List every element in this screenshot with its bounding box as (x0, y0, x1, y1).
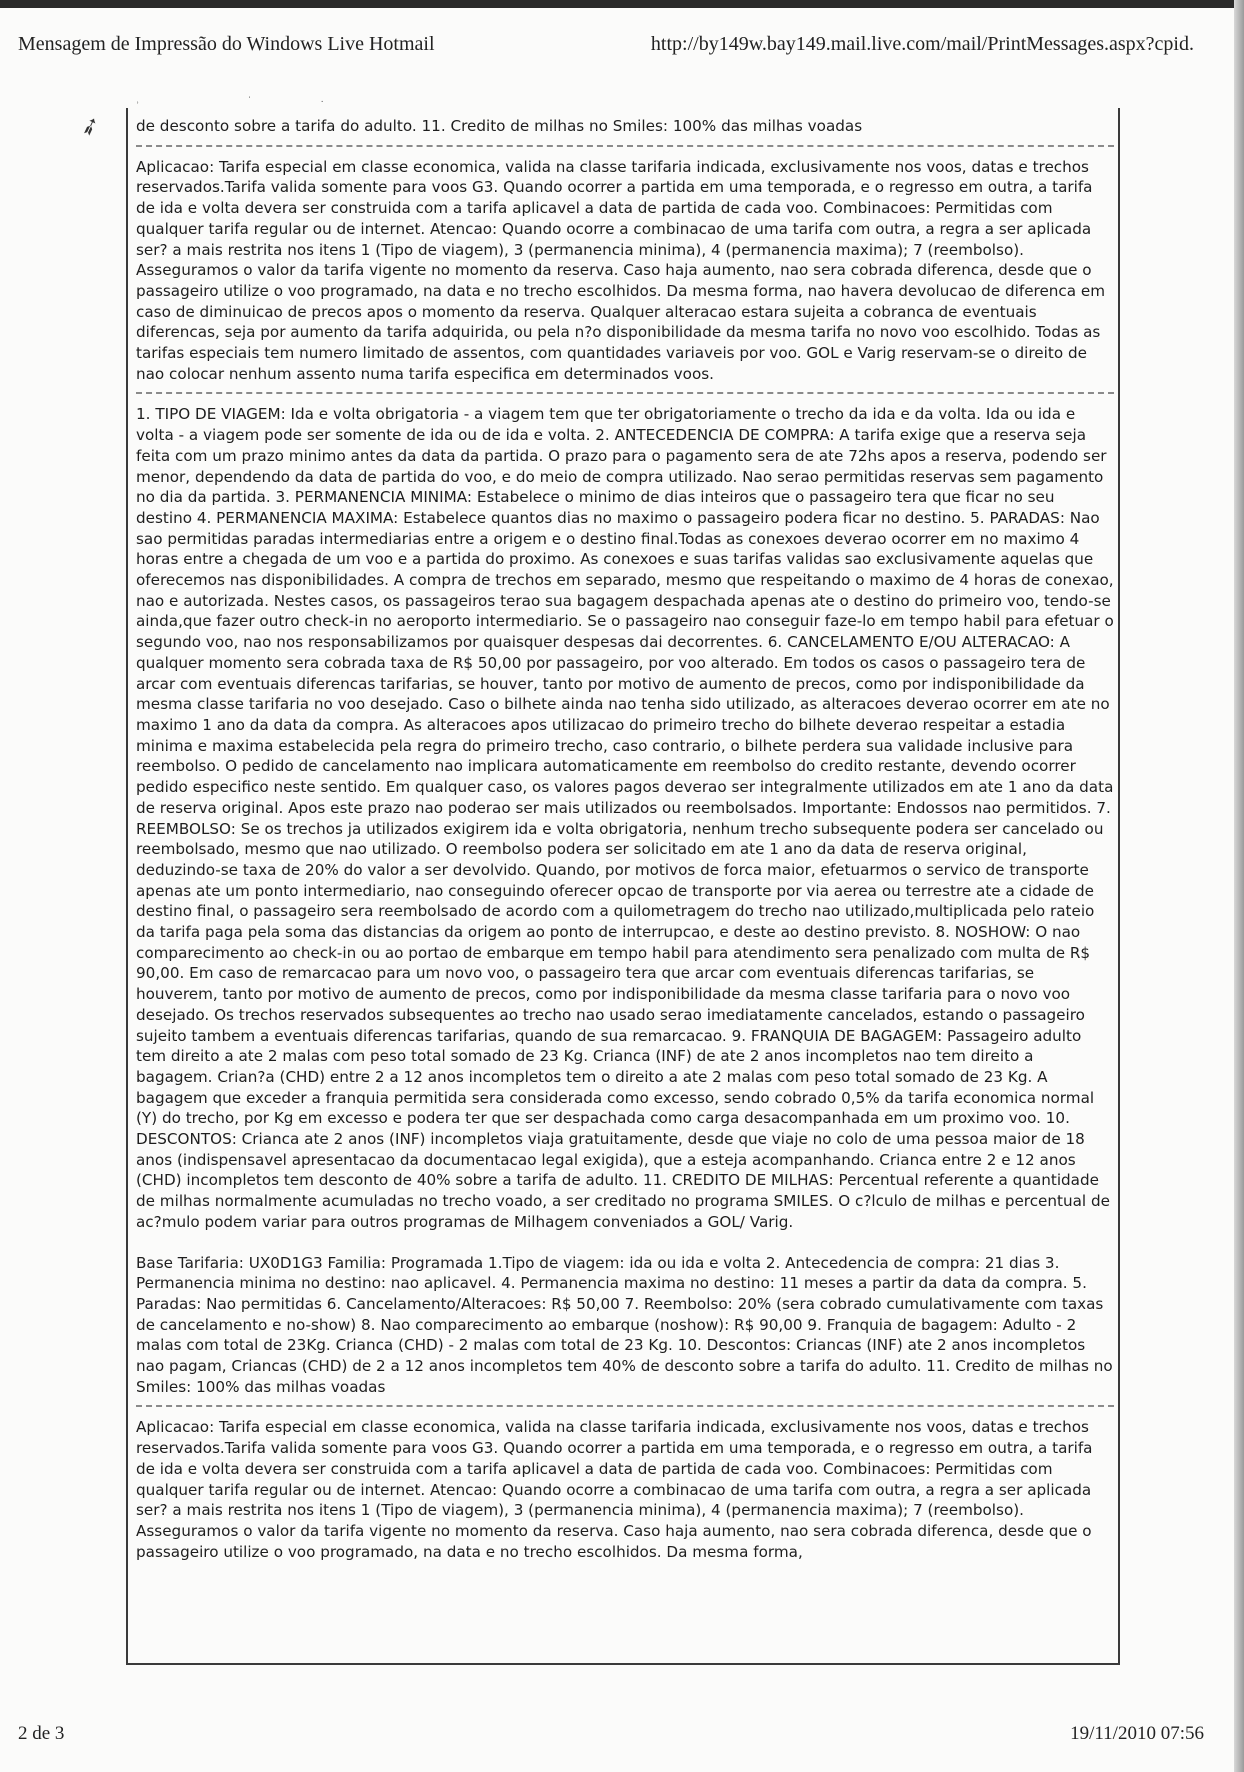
print-header-url: http://by149w.bay149.mail.live.com/mail/PrintMessages.aspx?cpid. (650, 33, 1194, 55)
scan-right-edge (1234, 0, 1244, 1772)
dashed-separator (136, 392, 1114, 394)
paragraph-gap (136, 1233, 1114, 1253)
aplicacao-paragraph-2: Aplicacao: Tarifa especial em classe economica, valida na classe tarifaria indicada, exclusivamente nos voos, datas e trechos reservados.Tarifa valida somente para voos G3. Quando ocorrer a partida em uma temporada, e o regresso em outra, a tarifa de ida e volta devera ser construida com a tarifa aplicavel a data de partida de cada voo. Combinacoes: Permitidas com qualquer tarifa regular ou de internet. Atencao: Quando ocorre a combinacao de uma tarifa com outra, a regra a ser aplicada ser? a mais restrita nos itens 1 (Tipo de viagem), 3 (permanencia minima), 4 (permanencia maxima); 7 (reembolso). Asseguramos o valor da tarifa vigente no momento da reserva. Caso haja aumento, nao sera cobrada diferenca, desde que o passageiro utilize o voo programado, na data e no trecho escolhidos. Da mesma forma, (136, 1418, 1093, 1561)
print-header-title: Mensagem de Impressão do Windows Live Hotmail (18, 33, 435, 55)
top-line: de desconto sobre a tarifa do adulto. 11. Credito de milhas no Smiles: 100% das milhas voadas (136, 117, 863, 135)
print-footer-page: 2 de 3 (18, 1723, 65, 1744)
scan-top-edge (0, 0, 1244, 8)
pen-check-mark-icon: ➶ (75, 109, 105, 143)
dashed-separator (136, 145, 1114, 147)
regras-paragraph: 1. TIPO DE VIAGEM: Ida e volta obrigatoria - a viagem tem que ter obrigatoriamente o trecho da ida e da volta. Ida ou ida e volta - a viagem pode ser somente de ida ou de ida e volta. 2. ANTECEDENCIA DE COMPRA: A tarifa exige que a reserva seja feita com um prazo minimo antes da data da partida. O prazo para o pagamento sera de ate 72hs apos a reserva, podendo ser menor, dependendo da data de partida do voo, e do meio de compra utilizado. Nao serao permitidas reservas sem pagamento no dia da partida. 3. PERMANENCIA MINIMA: Estabelece o minimo de dias inteiros que o passageiro tera que ficar no seu destino 4. PERMANENCIA MAXIMA: Estabelece quantos dias no maximo o passageiro podera ficar no destino. 5. PARADAS: Nao sao permitidas paradas intermediarias entre a origem e o destino final.Todas as conexoes deverao ocorrer em no maximo 4 horas entre a chegada de um voo e a partida do proximo. As conexoes e suas tarifas validas sao exclusivamente aquelas que oferecemos nas disponibilidades. A compra de trechos em separado, mesmo que respeitando o maximo de 4 horas de conexao, nao e autorizada. Nestes casos, os passageiros terao sua bagagem despachada apenas ate o destino do primeiro voo, tendo-se ainda,que fazer outro check-in no aeroporto intermediario. Se o passageiro nao conseguir faze-lo em tempo habil para efetuar o segundo voo, nao nos responsabilizamos por quaisquer despesas dai decorrentes. 6. CANCELAMENTO E/OU ALTERACAO: A qualquer momento sera cobrada taxa de R$ 50,00 por passageiro, por voo alterado. Em todos os casos o passageiro tera de arcar com eventuais diferencas tarifarias, se houver, tanto por motivo de aumento de precos, como por indisponibilidade da mesma classe tarifaria no voo desejado. Caso o bilhete ainda nao tenha sido utilizado, as alteracoes deverao ocorrer em ate no maximo 1 ano da data da compra. As alteracoes apos utilizacao do primeiro trecho do bilhete deverao respeitar a estadia minima e maxima estabelecida pela regra do primeiro trecho, caso contrario, o bilhete perdera sua validade inclusive para reembolso. O pedido de cancelamento nao implicara automaticamente em reembolso do credito restante, devendo ocorrer pedido especifico neste sentido. Em qualquer caso, os valores pagos deverao ser integralmente utilizados em ate 1 ano da data de reserva original. Apos este prazo nao poderao ser mais utilizados ou reembolsados. Importante: Endossos nao permitidos. 7. REEMBOLSO: Se os trechos ja utilizados exigirem ida e volta obrigatoria, nenhum trecho subsequente podera ser cancelado ou reembolsado, mesmo que nao utilizado. O reembolso podera ser solicitado em ate 1 ano da data de reserva original, deduzindo-se taxa de 20% do valor a ser devolvido. Quando, por motivos de forca maior, efetuarmos o servico de transporte apenas ate um ponto intermediario, nao conseguindo oferecer opcao de transporte por via aerea ou terrestre ate a cidade de destino final, o passageiro sera reembolsado de acordo com a quilometragem do trecho nao utilizado,multiplicada pelo rateio da tarifa paga pela soma das distancias da origem ao ponto de interrupcao, e deste ao destino previsto. 8. NOSHOW: O nao comparecimento ao check-in ou ao portao de embarque em tempo habil para atendimento sera penalizado com multa de R$ 90,00. Em caso de remarcacao para um novo voo, o passageiro tera que arcar com eventuais diferencas tarifarias, se houverem, tanto por motivo de aumento de precos, como por indisponibilidade da mesma classe tarifaria para o novo voo desejado. Os trechos reservados subsequentes ao trecho nao usado serao imediatamente cancelados, estando o passageiro sujeito tambem a eventuais diferencas tarifarias, quando de sua remarcacao. 9. FRANQUIA DE BAGAGEM: Passageiro adulto tem direito a ate 2 malas com peso total somado de 23 Kg. Crianca (INF) de ate 2 anos incompletos nao tem direito a bagagem. Crian?a (CHD) entre 2 a 12 anos incompletos tem o direito a ate 2 malas com peso total somado de 23 Kg. A bagagem que exceder a franquia permitida sera considerada como excesso, sendo cobrado 0,5% da tarifa economica normal (Y) do trecho, por Kg em excesso e podera ter que ser despachada como carga desacompanhada em um proximo voo. 10. DESCONTOS: Crianca ate 2 anos (INF) incompletos viaja gratuitamente, desde que viaje no colo de uma pessoa maior de 18 anos (indispensavel apresentacao da documentacao legal exigida), que a esteja acompanhando. Crianca entre 2 e 12 anos (CHD) incompletos tem desconto de 40% sobre a tarifa de adulto. 11. CREDITO DE MILHAS: Percentual referente a quantidade de milhas normalmente acumuladas no trecho voado, a ser creditado no programa SMILES. O c?lculo de milhas e percentual de ac?mulo podem variar para outros programas de Milhagem conveniados a GOL/ Varig. (136, 405, 1114, 1231)
message-body (136, 116, 1114, 1562)
base-tarifaria-paragraph: Base Tarifaria: UX0D1G3 Familia: Programada 1.Tipo de viagem: ida ou ida e volta 2. Antecedencia de compra: 21 dias 3. Permanencia minima no destino: nao aplicavel. 4. Permanencia maxima no destino: 11 meses a partir da data da compra. 5. Paradas: Nao permitidas 6. Cancelamento/Alteracoes: R$ 50,00 7. Reembolso: 20% (sera cobrado cumulativamente com taxas de cancelamento e no-show) 8. Nao comparecimento ao embarque (noshow): R$ 90,00 9. Franquia de bagagem: Adulto - 2 malas com total de 23Kg. Crianca (CHD) - 2 malas com total de 23 Kg. 10. Descontos: Criancas (INF) ate 2 anos incompletos nao pagam, Criancas (CHD) de 2 a 12 anos incompletos tem 40% de desconto sobre a tarifa do adulto. 11. Credito de milhas no Smiles: 100% das milhas voadas (136, 1253, 1113, 1396)
message-frame (126, 108, 1120, 1665)
aplicacao-paragraph-1: Aplicacao: Tarifa especial em classe economica, valida na classe tarifaria indicada, exclusivamente nos voos, datas e trechos reservados.Tarifa valida somente para voos G3. Quando ocorrer a partida em uma temporada, e o regresso em outra, a tarifa de ida e volta devera ser construida com a tarifa aplicavel a data de partida de cada voo. Combinacoes: Permitidas com qualquer tarifa regular ou de internet. Atencao: Quando ocorre a combinacao de uma tarifa com outra, a regra a ser aplicada ser? a mais restrita nos itens 1 (Tipo de viagem), 3 (permanencia minima), 4 (permanencia maxima); 7 (reembolso). Asseguramos o valor da tarifa vigente no momento da reserva. Caso haja aumento, nao sera cobrada diferenca, desde que o passageiro utilize o voo programado, na data e no trecho escolhidos. Da mesma forma, nao havera devolucao de diferenca em caso de diminuicao de precos apos o momento da reserva. Qualquer alteracao estara sujeita a cobranca de eventuais diferencas, seja por aumento da tarifa adquirida, ou pela n?o disponibilidade da mesma tarifa no novo voo escolhido. Todas as tarifas especiais tem numero limitado de assentos, com quantidades variaveis por voo. GOL e Varig reservam-se o direito de nao colocar nenhum assento numa tarifa especifica em determinados voos. (136, 157, 1106, 383)
scan-specks: ˒ ˈ · (136, 96, 324, 107)
print-footer-datetime: 19/11/2010 07:56 (1070, 1723, 1204, 1744)
dashed-separator (136, 1405, 1114, 1407)
